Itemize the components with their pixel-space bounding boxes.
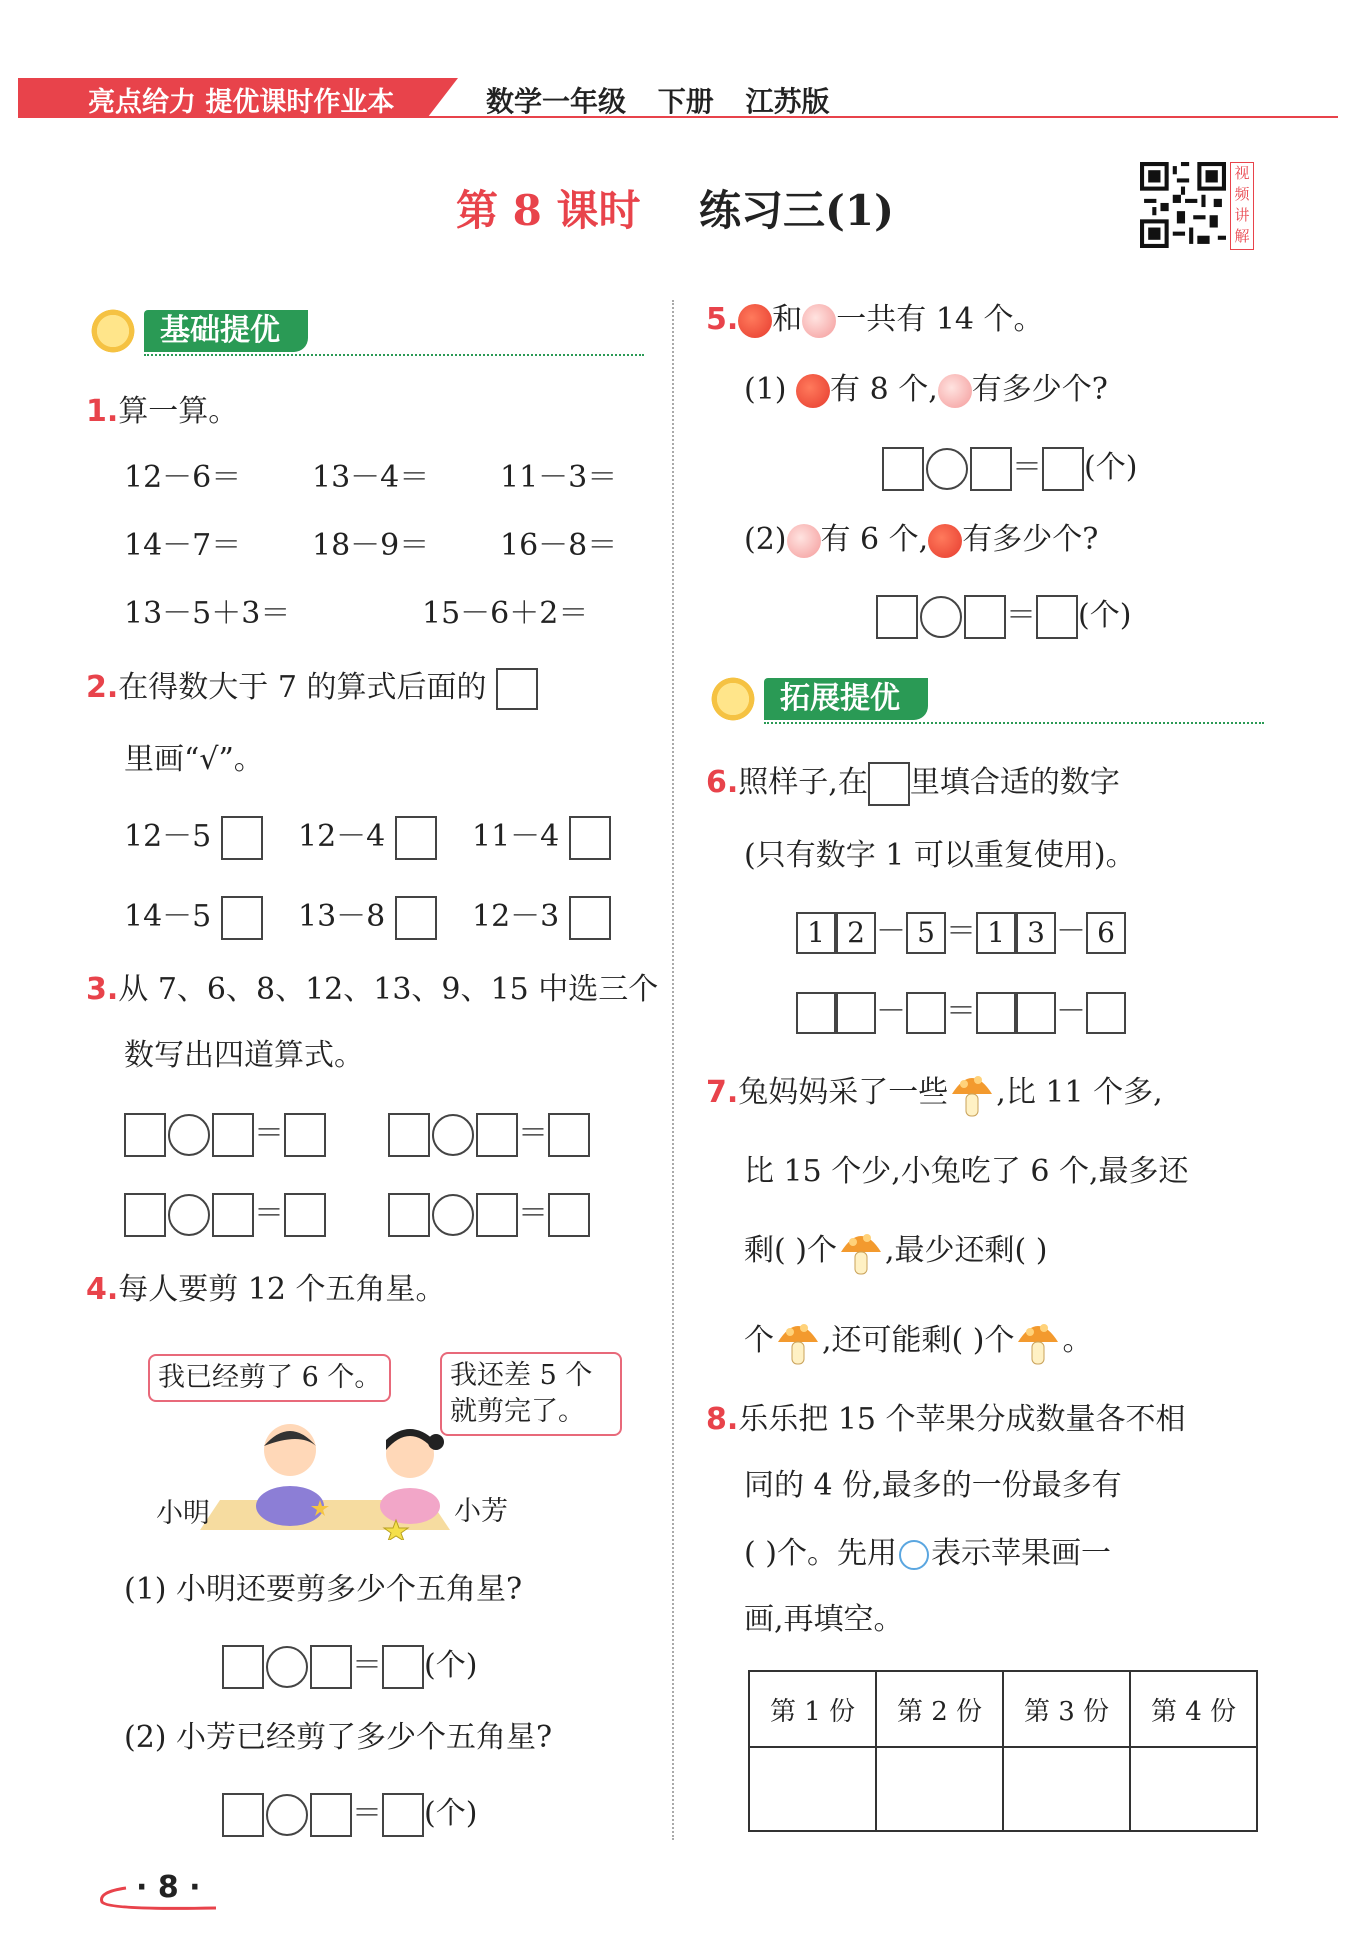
operator-circle[interactable] [266,1794,308,1836]
series-title: 亮点给力 提优课时作业本 [88,87,395,118]
check-item [124,896,263,940]
answer-box[interactable] [476,1193,518,1237]
question-text: 从 7、6、8、12、13、9、15 中选三个 [118,972,659,1007]
question-number: 3. [86,972,119,1007]
answer-box[interactable] [124,1193,166,1237]
digit-box: 6 [1086,912,1126,954]
sub-text: 有 6 个, [820,522,929,557]
answer-box[interactable] [476,1113,518,1157]
dotted-rule [144,354,644,356]
peach-icon [787,524,821,558]
question-text: 画,再填空。 [744,1602,904,1637]
answer-box[interactable] [964,595,1006,639]
check-item [472,816,611,860]
question-3-stem [86,970,658,1010]
answer-box[interactable] [310,1645,352,1689]
blank-equation [796,986,1126,1034]
question-text: ,比 11 个多, [996,1075,1163,1110]
equation: 13－5＋3＝ [124,596,291,631]
digit-box: 1 [976,912,1016,954]
expression: 12－5 [124,819,212,854]
question-line [744,1226,1047,1278]
check-box[interactable] [221,816,263,860]
operator-circle[interactable] [432,1114,474,1156]
minus-sign: － [876,994,906,1029]
qr-video-label: 视频讲解 [1230,162,1254,250]
check-box[interactable] [569,896,611,940]
drawing-cell[interactable] [749,1747,876,1831]
equation-template: ＝ [124,1108,326,1157]
question-2-stem [86,668,538,710]
example-equation [796,906,1126,954]
operator-circle[interactable] [266,1646,308,1688]
question-text: ,还可能剩( )个 [822,1323,1015,1358]
operator-circle[interactable] [926,448,968,490]
answer-box [868,762,910,806]
apple-circle-icon [899,1540,929,1570]
answer-box[interactable] [124,1113,166,1157]
expression: 11－4 [472,819,560,854]
equation-template: ＝ (个) [876,590,1131,639]
page-number: · 8 · [136,1870,201,1905]
question-text: (只有数字 1 可以重复使用)。 [744,838,1136,873]
mushroom-icon [1014,1316,1062,1368]
question-line [744,1316,1092,1368]
answer-box[interactable] [382,1793,424,1837]
check-box[interactable] [221,896,263,940]
qr-code-icon[interactable] [1140,162,1226,248]
question-text: 表示苹果画一 [930,1536,1111,1571]
unit-label: (个) [1078,598,1132,633]
sub-question: (1) 小明还要剪多少个五角星? [124,1572,523,1607]
question-4-stem [86,1270,446,1310]
digit-box: 1 [796,912,836,954]
check-box[interactable] [569,816,611,860]
equation-template: ＝ (个) [222,1788,477,1837]
mushroom-icon [837,1226,885,1278]
question-number: 8. [706,1402,739,1437]
digit-input[interactable] [836,992,876,1034]
name-xiaofang: 小芳 [454,1496,508,1527]
question-text: ,最少还剩( ) [884,1233,1048,1268]
children-cutting-stars-illustration [180,1410,470,1540]
equation: 16－8＝ [500,528,618,563]
question-text: 在得数大于 7 的算式后面的 [118,670,487,705]
minus-sign: － [1056,914,1086,949]
answer-box[interactable] [284,1113,326,1157]
sub-text: 有多少个? [962,522,1099,557]
section-banner-extend [708,678,1264,720]
equation-template: ＝ [388,1188,590,1237]
answer-box[interactable] [882,447,924,491]
operator-circle[interactable] [920,596,962,638]
answer-box[interactable] [212,1113,254,1157]
sub-text: 有 8 个, [830,372,938,407]
answer-box[interactable] [388,1193,430,1237]
answer-box[interactable] [284,1193,326,1237]
table-header: 第 1 份 [749,1671,876,1747]
name-xiaoming: 小明 [156,1498,210,1529]
question-text: 数写出四道算式。 [124,1038,364,1073]
dotted-rule [764,722,1264,724]
question-number: 6. [706,765,739,800]
trophy-icon [708,674,758,724]
section-title-basic: 基础提优 [144,310,308,352]
question-7-stem [706,1068,1163,1120]
digit-input[interactable] [1086,992,1126,1034]
question-text: 乐乐把 15 个苹果分成数量各不相 [738,1402,1186,1437]
sub-question-1 [744,370,1108,410]
question-text: 算一算。 [118,394,239,429]
answer-box[interactable] [222,1793,264,1837]
digit-input[interactable] [796,992,836,1034]
table-header: 第 3 份 [1003,1671,1130,1747]
mushroom-icon [774,1316,822,1368]
operator-circle[interactable] [168,1114,210,1156]
equation: 12－6＝ [124,460,242,495]
operator-circle[interactable] [432,1194,474,1236]
question-text: 剩( )个 [744,1233,837,1268]
operator-circle[interactable] [168,1194,210,1236]
minus-sign: － [1056,994,1086,1029]
sub-text: 有多少个? [971,372,1108,407]
answer-box[interactable] [496,668,538,710]
expression: 12－3 [472,899,560,934]
table-header: 第 2 份 [876,1671,1003,1747]
lesson-name: 练习三(1) [699,186,894,235]
question-number: 4. [86,1272,119,1307]
drawing-cell[interactable] [876,1747,1003,1831]
peach-icon [802,304,836,338]
answer-box[interactable] [876,595,918,639]
digit-box: 2 [836,912,876,954]
equation: 13－4＝ [312,460,430,495]
section-title-extend: 拓展提优 [764,678,928,720]
equals-sign: ＝ [946,994,976,1029]
apple-split-table [748,1670,1258,1832]
question-number: 2. [86,670,119,705]
answer-box[interactable] [1042,447,1084,491]
drawing-cell[interactable] [1130,1747,1257,1831]
answer-box[interactable] [548,1113,590,1157]
question-text: 兔妈妈采了一些 [738,1075,949,1110]
answer-box[interactable] [1036,595,1078,639]
check-item [472,896,611,940]
equation-template: ＝ [124,1188,326,1237]
sub-question: (2) 小芳已经剪了多少个五角星? [124,1720,553,1755]
equation: 11－3＝ [500,460,618,495]
sub-number: (1) [744,372,787,407]
digit-input[interactable] [906,992,946,1034]
question-text: ( )个。先用 [744,1536,897,1571]
equation: 14－7＝ [124,528,242,563]
equation: 18－9＝ [312,528,430,563]
answer-box[interactable] [222,1645,264,1689]
check-item [298,896,437,940]
equation-template: ＝ (个) [882,442,1137,491]
sub-number: (2) [744,522,787,557]
digit-box: 3 [1016,912,1056,954]
question-number: 5. [706,302,739,337]
question-line [744,1534,1111,1574]
unit-label: (个) [1084,450,1138,485]
question-text: 个 [744,1323,774,1358]
question-text: 每人要剪 12 个五角星。 [118,1272,446,1307]
bubble-line: 就剪完了。 [450,1396,585,1427]
sub-question-2 [744,520,1098,560]
drawing-cell[interactable] [1003,1747,1130,1831]
lesson-number: 第 8 课时 [456,186,641,235]
answer-box[interactable] [548,1193,590,1237]
equation-template: ＝ (个) [222,1640,477,1689]
check-item [298,816,437,860]
question-text: 里画“√”。 [124,742,264,777]
check-item [124,816,263,860]
question-text: 照样子,在 [738,765,868,800]
section-banner-basic [88,310,644,352]
speech-bubble-xiaoming: 我已经剪了 6 个。 [148,1354,391,1402]
question-6-stem [706,762,1120,806]
table-header-row [749,1671,1257,1747]
answer-box[interactable] [388,1113,430,1157]
check-box[interactable] [395,816,437,860]
answer-box[interactable] [310,1793,352,1837]
digit-box: 5 [906,912,946,954]
check-box[interactable] [395,896,437,940]
mushroom-icon [948,1068,996,1120]
question-number: 7. [706,1075,739,1110]
apple-icon [738,304,772,338]
apple-icon [928,524,962,558]
subject-title: 数学一年级 下册 江苏版 [486,85,830,118]
equals-sign: ＝ [946,914,976,949]
question-8-stem [706,1400,1186,1440]
expression: 14－5 [124,899,212,934]
unit-label: (个) [424,1648,478,1683]
column-divider [672,300,674,1840]
equation-template: ＝ [388,1108,590,1157]
digit-input[interactable] [1016,992,1056,1034]
question-1-stem [86,392,238,432]
question-text: 比 15 个少,小兔吃了 6 个,最多还 [744,1154,1189,1189]
minus-sign: － [876,914,906,949]
answer-box[interactable] [212,1193,254,1237]
question-text: 一共有 14 个。 [836,302,1044,337]
expression: 13－8 [298,899,386,934]
question-text: 里填合适的数字 [909,765,1120,800]
sun-gear-icon [88,306,138,356]
digit-input[interactable] [976,992,1016,1034]
question-text: 。 [1062,1323,1093,1358]
table-header: 第 4 份 [1130,1671,1257,1747]
equation: 15－6＋2＝ [422,596,589,631]
table-row [749,1747,1257,1831]
question-text: 同的 4 份,最多的一份最多有 [744,1468,1122,1503]
peach-icon [938,374,972,408]
answer-box[interactable] [970,447,1012,491]
and-text: 和 [772,302,803,337]
unit-label: (个) [424,1796,478,1831]
expression: 12－4 [298,819,386,854]
question-number: 1. [86,394,119,429]
question-5-stem [706,300,1044,340]
bubble-line: 我还差 5 个 [450,1360,593,1391]
apple-icon [796,374,830,408]
answer-box[interactable] [382,1645,424,1689]
